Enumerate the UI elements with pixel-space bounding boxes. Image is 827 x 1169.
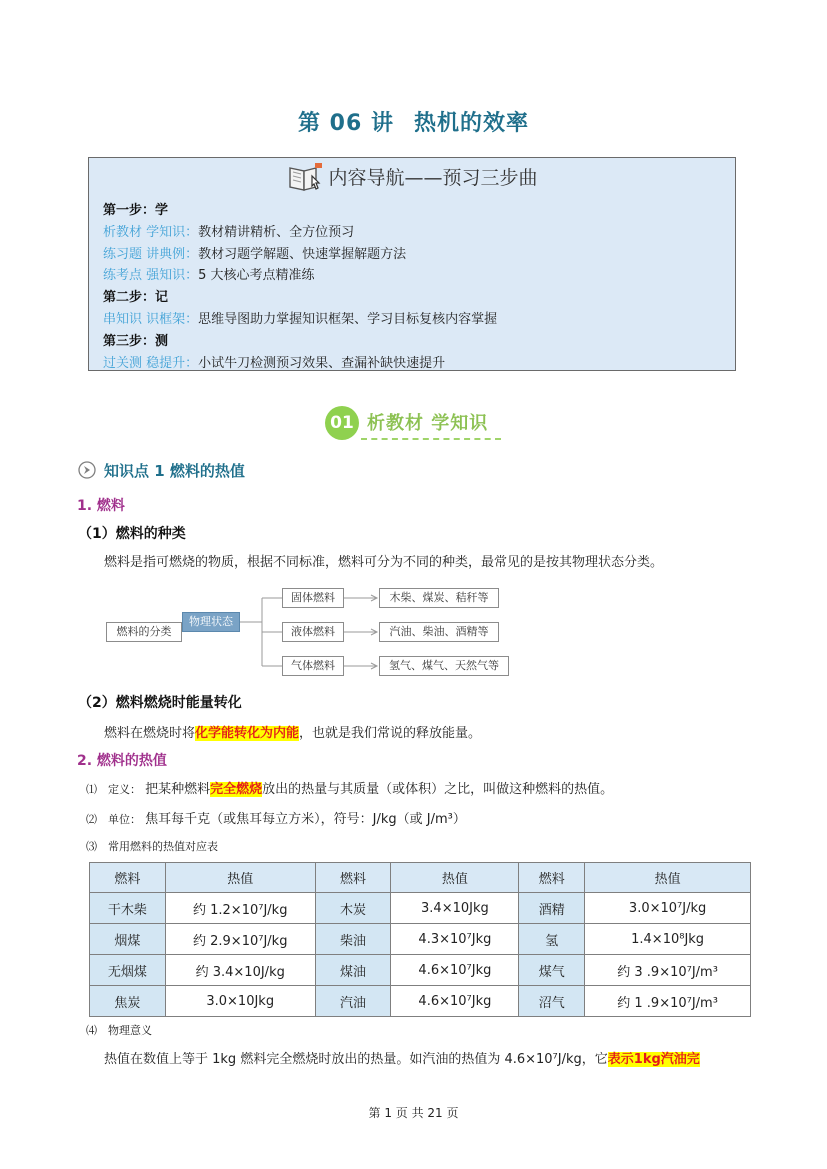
table-cell: 1.4×10⁸Jkg xyxy=(585,924,751,955)
table-cell: 约 3 .9×10⁷J/m³ xyxy=(585,955,751,986)
diagram-examples-box: 氢气、煤气、天然气等 xyxy=(379,656,509,676)
table-cell: 4.3×10⁷Jkg xyxy=(391,924,519,955)
subheading-fuel-types: （1）燃料的种类 xyxy=(78,526,186,542)
nav-item: 练考点 强知识：5 大核心考点精准练 xyxy=(103,268,315,284)
table-cell: 焦炭 xyxy=(90,986,166,1017)
diagram-root-box: 燃料的分类 xyxy=(106,622,182,642)
nav-item: 串知识 识框架：思维导图助力掌握知识框架、学习目标复核内容掌握 xyxy=(103,311,498,327)
paragraph-fuel-definition: 燃料是指可燃烧的物质，根据不同标准，燃料可分为不同的种类，最常见的是按其物理状态分类。 xyxy=(104,555,664,570)
nav-item: 析教材 学知识：教材精讲精析、全方位预习 xyxy=(103,224,355,240)
table-header: 热值 xyxy=(165,863,315,893)
diagram-examples-box: 木柴、煤炭、秸秆等 xyxy=(379,588,499,608)
knowledge-point-title: 知识点 1 燃料的热值 xyxy=(104,462,245,480)
table-header: 热值 xyxy=(585,863,751,893)
table-caption: ⑶ 常用燃料的热值对应表 xyxy=(86,840,218,853)
table-cell: 汽油 xyxy=(315,986,391,1017)
table-cell: 3.0×10Jkg xyxy=(165,986,315,1017)
diagram-examples-box: 汽油、柴油、酒精等 xyxy=(379,622,499,642)
table-cell: 烟煤 xyxy=(90,924,166,955)
table-header-row xyxy=(90,863,751,893)
table-cell: 4.6×10⁷Jkg xyxy=(391,986,519,1017)
diagram-mid-box: 物理状态 xyxy=(182,612,240,632)
table-cell: 煤气 xyxy=(519,955,585,986)
table-cell: 3.4×10Jkg xyxy=(391,893,519,924)
table-cell: 沼气 xyxy=(519,986,585,1017)
page-footer: 第 1 页 共 21 页 xyxy=(368,1106,459,1120)
diagram-type-box: 气体燃料 xyxy=(282,656,344,676)
table-cell: 煤油 xyxy=(315,955,391,986)
navigation-heading: 内容导航——预习三步曲 xyxy=(89,162,735,196)
table-row xyxy=(90,955,751,986)
heading-heat-value: 2. 燃料的热值 xyxy=(77,753,167,769)
heat-value-table xyxy=(89,862,751,1017)
table-row xyxy=(90,893,751,924)
subheading-energy-conversion: （2）燃料燃烧时能量转化 xyxy=(78,695,242,711)
heading-fuel: 1. 燃料 xyxy=(77,498,125,514)
meaning-paragraph: 热值在数值上等于 1kg 燃料完全燃烧时放出的热量。如汽油的热值为 4.6×10⁷J/kg，它表示1kg汽油完 xyxy=(104,1052,700,1067)
table-row xyxy=(90,986,751,1017)
section-number: 01 xyxy=(325,406,359,440)
nav-step-1: 第一步：学 xyxy=(103,203,169,218)
definition-line: ⑴ 定义： 把某种燃料完全燃烧放出的热量与其质量（或体积）之比，叫做这种燃料的热值。 xyxy=(86,782,614,797)
table-header: 燃料 xyxy=(519,863,585,893)
nav-step-3: 第三步：测 xyxy=(103,333,169,349)
table-cell: 酒精 xyxy=(519,893,585,924)
table-row xyxy=(90,924,751,955)
paragraph-energy-conversion: 燃料在燃烧时将化学能转化为内能，也就是我们常说的释放能量。 xyxy=(104,726,482,741)
table-cell: 4.6×10⁷Jkg xyxy=(391,955,519,986)
table-cell: 无烟煤 xyxy=(90,955,166,986)
diagram-type-box: 液体燃料 xyxy=(282,622,344,642)
nav-item: 过关测 稳提升：小试牛刀检测预习效果、查漏补缺快速提升 xyxy=(103,355,446,371)
page-title: 第 06 讲 热机的效率 xyxy=(298,111,529,136)
meaning-caption: ⑷ 物理意义 xyxy=(86,1024,152,1037)
nav-item: 练习题 讲典例：教材习题学解题、快速掌握解题方法 xyxy=(103,246,407,262)
table-cell: 约 2.9×10⁷J/kg xyxy=(165,924,315,955)
table-cell: 柴油 xyxy=(315,924,391,955)
table-cell: 约 1 .9×10⁷J/m³ xyxy=(585,986,751,1017)
section-label: 析教材 学知识 xyxy=(367,413,489,434)
table-cell: 木炭 xyxy=(315,893,391,924)
table-cell: 3.0×10⁷J/kg xyxy=(585,893,751,924)
table-cell: 约 1.2×10⁷J/kg xyxy=(165,893,315,924)
table-cell: 约 3.4×10J/kg xyxy=(165,955,315,986)
table-cell: 干木柴 xyxy=(90,893,166,924)
nav-step-2: 第二步：记 xyxy=(103,290,169,306)
table-header: 热值 xyxy=(391,863,519,893)
diagram-type-box: 固体燃料 xyxy=(282,588,344,608)
table-cell: 氢 xyxy=(519,924,585,955)
unit-line: ⑵ 单位： 焦耳每千克（或焦耳每立方米），符号：J/kg（或 J/m³） xyxy=(86,812,466,827)
table-header: 燃料 xyxy=(315,863,391,893)
table-header: 燃料 xyxy=(90,863,166,893)
